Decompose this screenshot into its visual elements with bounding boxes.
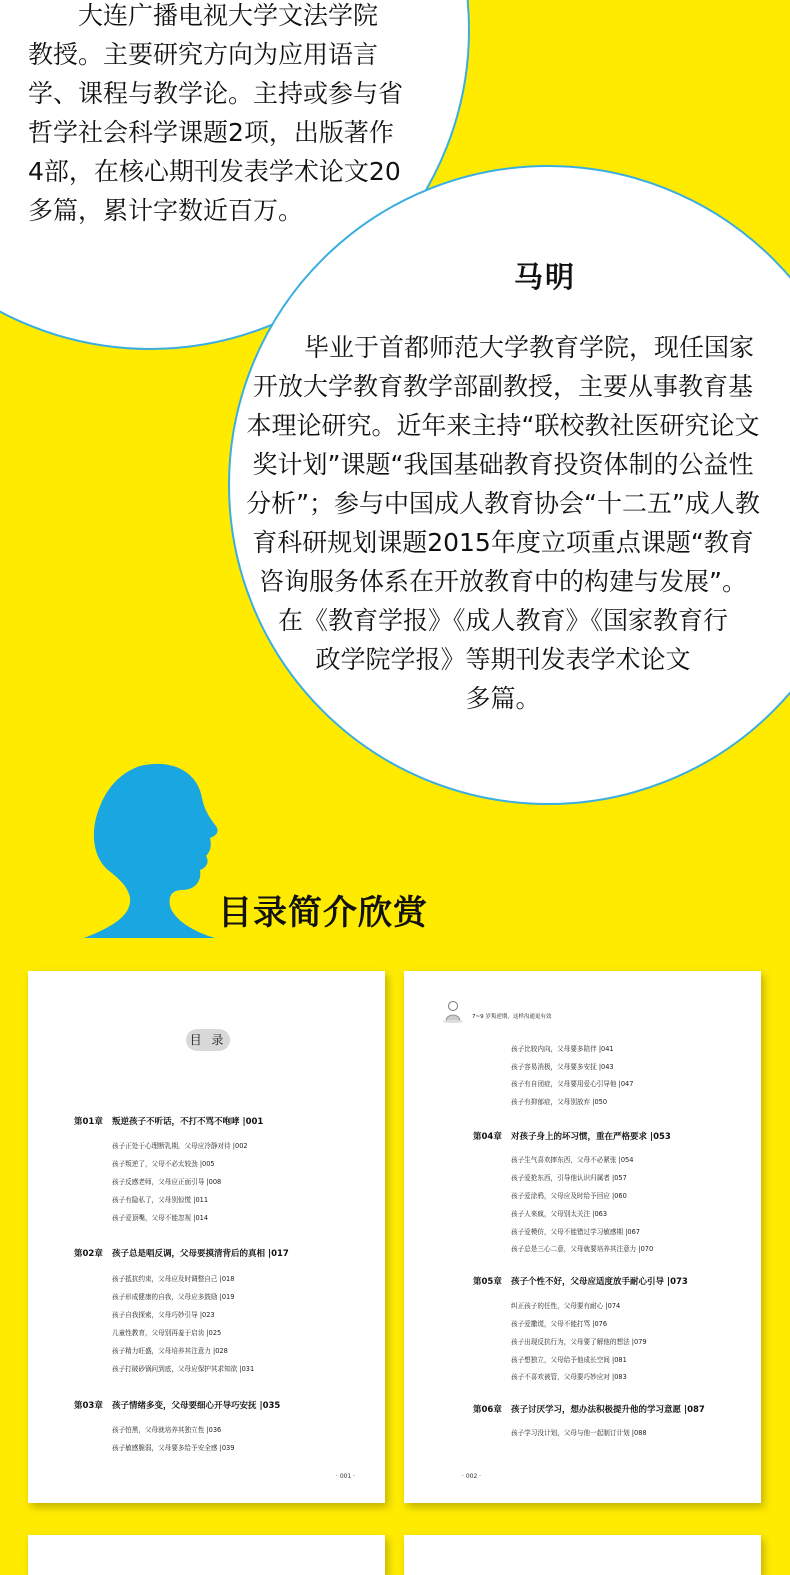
bio-line: 分析”；参与中国成人教育协会“十二五”成人教 [246,489,760,518]
toc-item: 孩子想独立，父母给予他成长空间 |081 [511,1356,627,1364]
toc-item: 孩子出现反抗行为，父母要了解他的想法 |079 [511,1338,647,1346]
bio-line: 大连广播电视大学文法学院 [78,1,379,30]
toc-item: 孩子形成健康的自我，父母应多鼓励 |019 [112,1293,235,1301]
bio-line: 毕业于首都师范大学教育学院，现任国家 [303,333,754,362]
toc-item: 孩子爱涂鸦，父母应及时给予回应 |060 [511,1192,627,1200]
chapter-number: 第03章 [74,1401,103,1411]
toc-item: 孩子有自闭症，父母要用爱心引导他 |047 [511,1080,634,1088]
chapter-title: 孩子总是唱反调，父母要摸清背后的真相 |017 [112,1249,289,1259]
child-illustration-icon [442,999,464,1023]
toc-item: 孩子爱顶嘴，父母不能忽视 |014 [112,1214,209,1222]
bio-line: 本理论研究。近年来主持“联校教社医研究论文 [246,411,760,440]
toc-item: 孩子自我探索，父母巧妙引导 |023 [112,1311,215,1319]
toc-item: 纠正孩子的任性，父母要有耐心 |074 [511,1302,621,1310]
bio-line: 哲学社会科学课题2项，出版著作 [28,118,394,147]
toc-item: 孩子爱抢东西，引导他认识归属者 |057 [511,1174,627,1182]
chapter-title: 孩子个性不好，父母应适度放手耐心引导 |073 [511,1277,688,1287]
toc-item: 孩子爱撒谎，父母不能打骂 |076 [511,1320,608,1328]
chapter-number: 第05章 [473,1277,502,1287]
running-header: 7~9 岁叛逆期，这样沟通更有效 [472,1014,552,1020]
bio-line: 教授。主要研究方向为应用语言 [28,40,379,69]
bio-line: 咨询服务体系在开放教育中的构建与发展”。 [259,567,747,596]
chapter-number: 第02章 [74,1249,103,1259]
toc-title: 目 录 [186,1029,230,1051]
author2-bio [238,328,768,718]
chapter-heading [74,1399,280,1411]
toc-item: 孩子叛逆了，父母不必太较劲 |005 [112,1160,215,1168]
chapter-number: 第04章 [473,1132,502,1142]
toc-item: 孩子比较内向，父母要多陪伴 |041 [511,1045,614,1053]
toc-item: 孩子不喜欢被管，父母要巧妙应对 |083 [511,1373,627,1381]
toc-page-1 [28,971,385,1503]
chapter-heading [74,1247,289,1259]
toc-item: 孩子爱模仿，父母不能错过学习敏感期 |067 [511,1228,640,1236]
toc-item: 孩子生气喜欢摔东西，父母不必紧张 |054 [511,1156,634,1164]
chapter-number: 第06章 [473,1405,502,1415]
bio-line: 学、课程与教学论。主持或参与省 [28,79,404,108]
toc-item: 儿童性教育，父母别再羞于启齿 |025 [112,1329,222,1337]
toc-item: 孩子总是三心二意，父母就要培养其注意力 |070 [511,1245,654,1253]
toc-page-3 [28,1535,385,1575]
bio-line: 在《教育学报》《成人教育》《国家教育行 [277,606,728,635]
author2-name: 马明 [513,260,576,294]
section-title: 目录简介欣赏 [218,893,428,933]
chapter-heading [74,1115,263,1127]
chapter-heading [473,1130,671,1142]
chapter-title: 叛逆孩子不听话，不打不骂不咆哮 |001 [112,1117,264,1127]
author1-bio [28,0,448,230]
toc-item: 孩子打破砂锅问到底，父母应保护其求知欲 |031 [112,1365,255,1373]
bio-line: 多篇，累计字数近百万。 [28,196,304,225]
toc-page-2 [404,971,761,1503]
toc-item: 孩子有隐私了，父母别惊慌 |011 [112,1196,209,1204]
bio-line: 育科研规划课题2015年度立项重点课题“教育 [252,528,754,557]
page-number: · 002 · [462,1473,482,1480]
bio-line: 开放大学教育教学部副教授，主要从事教育基 [252,372,753,401]
toc-item: 孩子人来疯，父母别太关注 |063 [511,1210,608,1218]
toc-page-4 [404,1535,761,1575]
chapter-number: 第01章 [74,1117,103,1127]
chapter-heading [473,1403,705,1415]
toc-item: 孩子容易消极，父母要多安抚 |043 [511,1063,614,1071]
toc-item: 孩子反感老师，父母应正面引导 |008 [112,1178,222,1186]
bio-line: 政学院学报》等期刊发表学术论文 [315,645,691,674]
toc-item: 孩子有抑郁症，父母别放弃 |050 [511,1098,608,1106]
page-number: · 001 · [336,1473,356,1480]
toc-item: 孩子抵抗约束，父母应及时调整自己 |018 [112,1275,235,1283]
chapter-title: 孩子情绪多变，父母要细心开导巧安抚 |035 [112,1401,281,1411]
chapter-title: 孩子讨厌学习，想办法积极提升他的学习意愿 |087 [511,1405,705,1415]
toc-item: 孩子怕黑，父母就培养其独立性 |036 [112,1426,222,1434]
bio-line: 多篇。 [465,684,541,713]
head-silhouette-icon [70,760,230,940]
bio-line: 4部，在核心期刊发表学术论文20 [28,157,401,186]
toc-item: 孩子正处于心理断乳期，父母应冷静对待 |002 [112,1142,248,1150]
toc-item: 孩子学习没计划，父母与他一起制订计划 |088 [511,1429,647,1437]
toc-item: 孩子精力旺盛，父母培养其注意力 |028 [112,1347,228,1355]
toc-item: 孩子敏感脆弱，父母要多给予安全感 |039 [112,1444,235,1452]
bio-line: 奖计划”课题“我国基础教育投资体制的公益性 [252,450,754,479]
chapter-heading [473,1275,688,1287]
chapter-title: 对孩子身上的坏习惯，重在严格要求 |053 [511,1132,671,1142]
